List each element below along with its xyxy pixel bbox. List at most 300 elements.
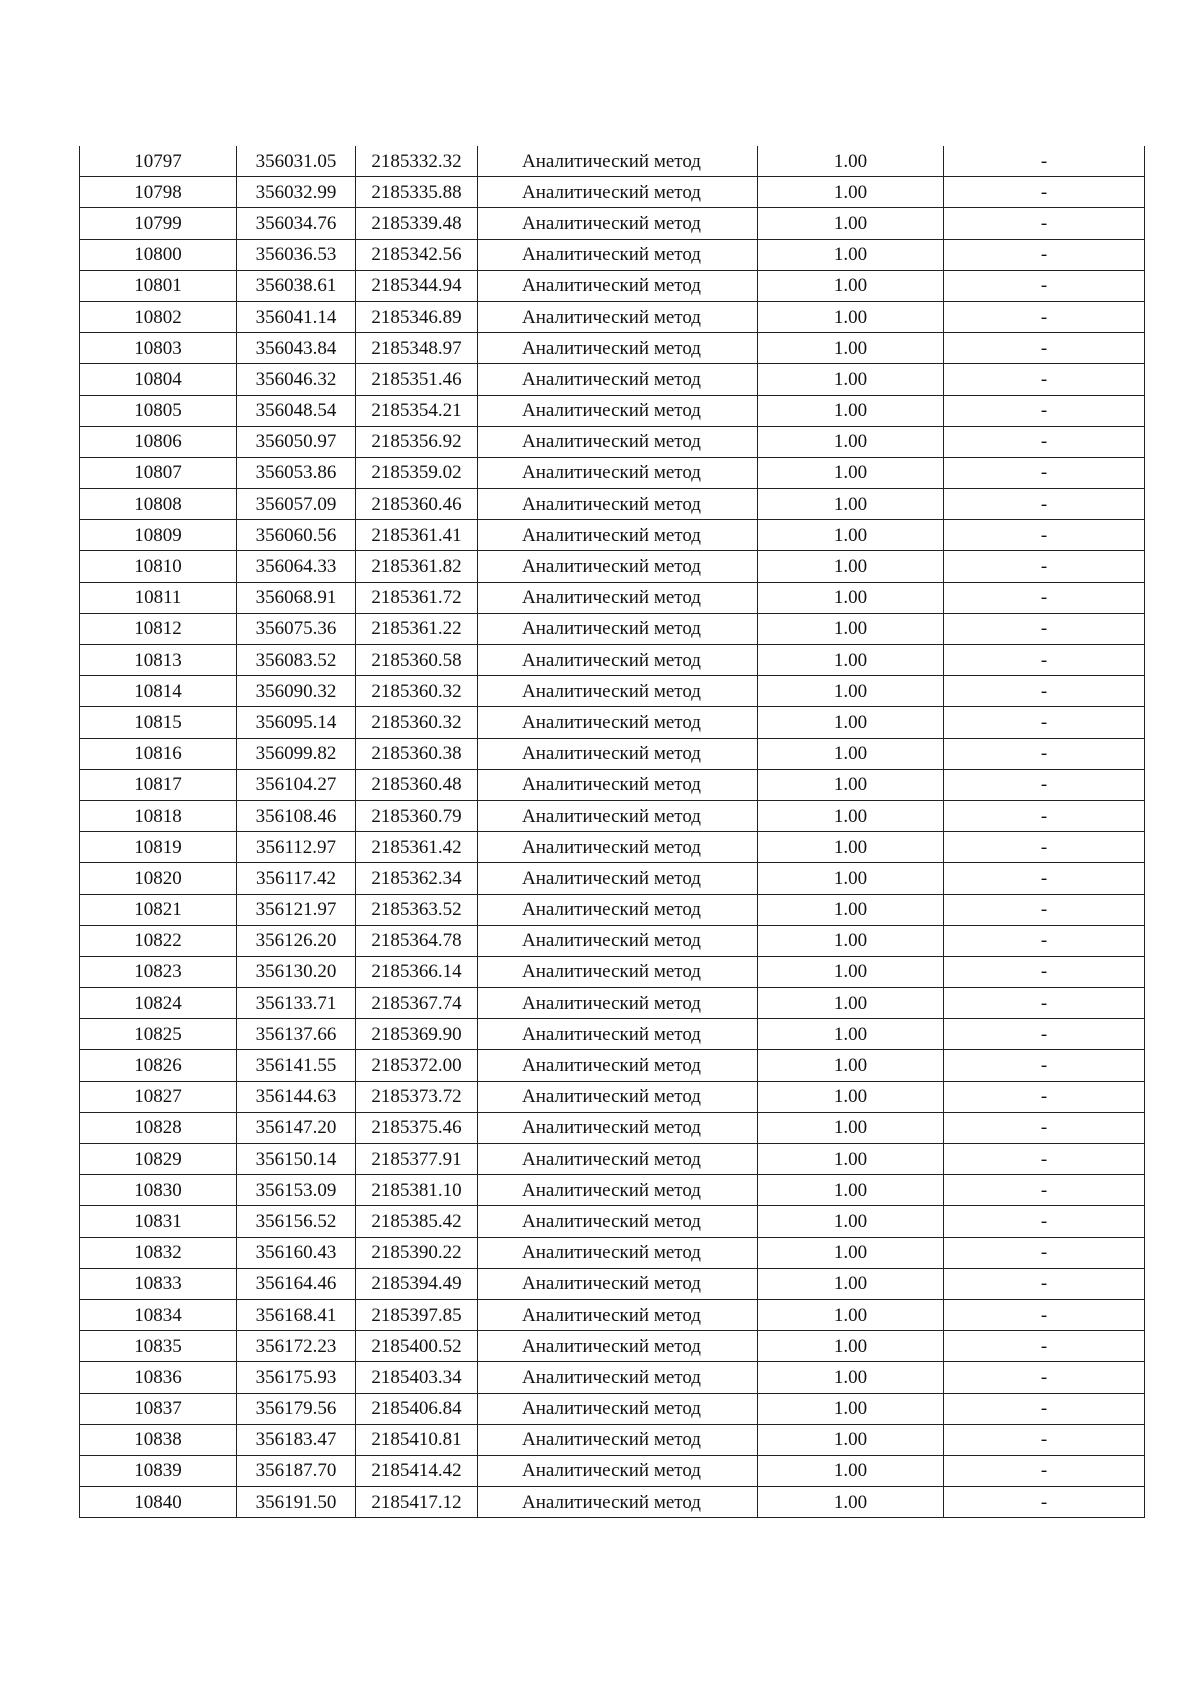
cell-y-coordinate: 2185360.48 [356, 769, 478, 800]
cell-method: Аналитический метод [478, 738, 758, 769]
cell-y-coordinate: 2185410.81 [356, 1424, 478, 1455]
cell-y-coordinate: 2185366.14 [356, 956, 478, 987]
cell-point-number: 10828 [80, 1112, 237, 1143]
table-row [80, 738, 1145, 769]
cell-accuracy: 1.00 [758, 551, 944, 582]
cell-accuracy: 1.00 [758, 832, 944, 863]
cell-y-coordinate: 2185339.48 [356, 208, 478, 239]
cell-point-number: 10814 [80, 676, 237, 707]
cell-x-coordinate: 356068.91 [237, 582, 356, 613]
cell-point-number: 10800 [80, 239, 237, 270]
table-row [80, 489, 1145, 520]
cell-y-coordinate: 2185373.72 [356, 1081, 478, 1112]
cell-x-coordinate: 356064.33 [237, 551, 356, 582]
cell-accuracy: 1.00 [758, 1455, 944, 1486]
cell-point-number: 10816 [80, 738, 237, 769]
table-row [80, 146, 1145, 177]
table-body [80, 146, 1145, 1518]
cell-method: Аналитический метод [478, 301, 758, 332]
table-row [80, 800, 1145, 831]
cell-x-coordinate: 356108.46 [237, 800, 356, 831]
cell-y-coordinate: 2185361.41 [356, 520, 478, 551]
cell-method: Аналитический метод [478, 333, 758, 364]
cell-y-coordinate: 2185361.72 [356, 582, 478, 613]
cell-y-coordinate: 2185369.90 [356, 1019, 478, 1050]
cell-y-coordinate: 2185360.38 [356, 738, 478, 769]
table-row [80, 457, 1145, 488]
cell-x-coordinate: 356053.86 [237, 457, 356, 488]
table-row [80, 551, 1145, 582]
cell-method: Аналитический метод [478, 676, 758, 707]
cell-y-coordinate: 2185360.58 [356, 645, 478, 676]
cell-method: Аналитический метод [478, 239, 758, 270]
cell-method: Аналитический метод [478, 364, 758, 395]
cell-accuracy: 1.00 [758, 676, 944, 707]
cell-method: Аналитический метод [478, 1299, 758, 1330]
cell-y-coordinate: 2185390.22 [356, 1237, 478, 1268]
cell-x-coordinate: 356117.42 [237, 863, 356, 894]
cell-accuracy: 1.00 [758, 1424, 944, 1455]
table-row [80, 1299, 1145, 1330]
cell-method: Аналитический метод [478, 1206, 758, 1237]
table-row [80, 1050, 1145, 1081]
cell-x-coordinate: 356104.27 [237, 769, 356, 800]
cell-point-number: 10826 [80, 1050, 237, 1081]
cell-accuracy: 1.00 [758, 1112, 944, 1143]
cell-x-coordinate: 356164.46 [237, 1268, 356, 1299]
cell-point-number: 10802 [80, 301, 237, 332]
cell-method: Аналитический метод [478, 1331, 758, 1362]
table-row [80, 333, 1145, 364]
cell-description: - [944, 1144, 1145, 1175]
cell-point-number: 10820 [80, 863, 237, 894]
cell-accuracy: 1.00 [758, 1175, 944, 1206]
cell-y-coordinate: 2185346.89 [356, 301, 478, 332]
cell-point-number: 10804 [80, 364, 237, 395]
cell-x-coordinate: 356147.20 [237, 1112, 356, 1143]
cell-description: - [944, 1393, 1145, 1424]
table-row [80, 1487, 1145, 1518]
cell-description: - [944, 208, 1145, 239]
cell-x-coordinate: 356137.66 [237, 1019, 356, 1050]
cell-method: Аналитический метод [478, 1019, 758, 1050]
cell-description: - [944, 769, 1145, 800]
cell-accuracy: 1.00 [758, 520, 944, 551]
cell-x-coordinate: 356060.56 [237, 520, 356, 551]
cell-method: Аналитический метод [478, 707, 758, 738]
cell-description: - [944, 333, 1145, 364]
cell-point-number: 10827 [80, 1081, 237, 1112]
cell-description: - [944, 1081, 1145, 1112]
cell-description: - [944, 1299, 1145, 1330]
cell-description: - [944, 457, 1145, 488]
cell-method: Аналитический метод [478, 1144, 758, 1175]
cell-point-number: 10831 [80, 1206, 237, 1237]
table-row [80, 239, 1145, 270]
cell-method: Аналитический метод [478, 956, 758, 987]
cell-method: Аналитический метод [478, 1455, 758, 1486]
cell-method: Аналитический метод [478, 426, 758, 457]
cell-y-coordinate: 2185361.22 [356, 613, 478, 644]
cell-y-coordinate: 2185377.91 [356, 1144, 478, 1175]
table-row [80, 676, 1145, 707]
cell-accuracy: 1.00 [758, 1050, 944, 1081]
cell-x-coordinate: 356121.97 [237, 894, 356, 925]
cell-method: Аналитический метод [478, 1237, 758, 1268]
cell-method: Аналитический метод [478, 769, 758, 800]
cell-y-coordinate: 2185363.52 [356, 894, 478, 925]
cell-method: Аналитический метод [478, 988, 758, 1019]
cell-method: Аналитический метод [478, 395, 758, 426]
cell-x-coordinate: 356050.97 [237, 426, 356, 457]
cell-point-number: 10837 [80, 1393, 237, 1424]
cell-point-number: 10801 [80, 270, 237, 301]
cell-description: - [944, 1487, 1145, 1518]
cell-description: - [944, 1455, 1145, 1486]
cell-x-coordinate: 356183.47 [237, 1424, 356, 1455]
cell-x-coordinate: 356150.14 [237, 1144, 356, 1175]
cell-description: - [944, 1050, 1145, 1081]
cell-accuracy: 1.00 [758, 738, 944, 769]
cell-point-number: 10833 [80, 1268, 237, 1299]
table-row [80, 1081, 1145, 1112]
cell-method: Аналитический метод [478, 1050, 758, 1081]
cell-x-coordinate: 356041.14 [237, 301, 356, 332]
cell-point-number: 10821 [80, 894, 237, 925]
cell-method: Аналитический метод [478, 1424, 758, 1455]
cell-accuracy: 1.00 [758, 1081, 944, 1112]
cell-description: - [944, 146, 1145, 177]
cell-accuracy: 1.00 [758, 1144, 944, 1175]
cell-x-coordinate: 356048.54 [237, 395, 356, 426]
cell-accuracy: 1.00 [758, 1487, 944, 1518]
cell-accuracy: 1.00 [758, 925, 944, 956]
cell-x-coordinate: 356095.14 [237, 707, 356, 738]
cell-x-coordinate: 356046.32 [237, 364, 356, 395]
cell-point-number: 10809 [80, 520, 237, 551]
cell-point-number: 10823 [80, 956, 237, 987]
cell-x-coordinate: 356099.82 [237, 738, 356, 769]
coordinates-table [79, 146, 1145, 1518]
cell-accuracy: 1.00 [758, 364, 944, 395]
table-row [80, 1019, 1145, 1050]
cell-y-coordinate: 2185361.42 [356, 832, 478, 863]
cell-point-number: 10838 [80, 1424, 237, 1455]
cell-x-coordinate: 356075.36 [237, 613, 356, 644]
cell-y-coordinate: 2185332.32 [356, 146, 478, 177]
cell-point-number: 10812 [80, 613, 237, 644]
cell-description: - [944, 395, 1145, 426]
table-row [80, 1424, 1145, 1455]
cell-x-coordinate: 356133.71 [237, 988, 356, 1019]
cell-accuracy: 1.00 [758, 863, 944, 894]
cell-y-coordinate: 2185406.84 [356, 1393, 478, 1424]
cell-accuracy: 1.00 [758, 613, 944, 644]
cell-point-number: 10830 [80, 1175, 237, 1206]
cell-y-coordinate: 2185372.00 [356, 1050, 478, 1081]
cell-x-coordinate: 356036.53 [237, 239, 356, 270]
cell-method: Аналитический метод [478, 146, 758, 177]
cell-x-coordinate: 356112.97 [237, 832, 356, 863]
cell-y-coordinate: 2185361.82 [356, 551, 478, 582]
cell-method: Аналитический метод [478, 177, 758, 208]
cell-method: Аналитический метод [478, 270, 758, 301]
table-row [80, 1362, 1145, 1393]
cell-point-number: 10815 [80, 707, 237, 738]
table-row [80, 1175, 1145, 1206]
table-row [80, 270, 1145, 301]
cell-description: - [944, 1362, 1145, 1393]
cell-method: Аналитический метод [478, 613, 758, 644]
cell-point-number: 10839 [80, 1455, 237, 1486]
cell-y-coordinate: 2185344.94 [356, 270, 478, 301]
table-row [80, 1331, 1145, 1362]
table-row [80, 925, 1145, 956]
table-row [80, 988, 1145, 1019]
table-row [80, 863, 1145, 894]
cell-method: Аналитический метод [478, 520, 758, 551]
cell-description: - [944, 426, 1145, 457]
table-row [80, 707, 1145, 738]
cell-description: - [944, 1019, 1145, 1050]
cell-y-coordinate: 2185351.46 [356, 364, 478, 395]
cell-description: - [944, 800, 1145, 831]
cell-x-coordinate: 356038.61 [237, 270, 356, 301]
cell-description: - [944, 520, 1145, 551]
cell-point-number: 10797 [80, 146, 237, 177]
cell-point-number: 10811 [80, 582, 237, 613]
cell-method: Аналитический метод [478, 489, 758, 520]
cell-y-coordinate: 2185381.10 [356, 1175, 478, 1206]
cell-accuracy: 1.00 [758, 489, 944, 520]
document-page [79, 146, 1144, 1518]
cell-description: - [944, 676, 1145, 707]
cell-x-coordinate: 356034.76 [237, 208, 356, 239]
cell-description: - [944, 1112, 1145, 1143]
cell-method: Аналитический метод [478, 925, 758, 956]
table-row [80, 301, 1145, 332]
cell-x-coordinate: 356160.43 [237, 1237, 356, 1268]
cell-accuracy: 1.00 [758, 988, 944, 1019]
table-row [80, 832, 1145, 863]
cell-method: Аналитический метод [478, 1175, 758, 1206]
cell-accuracy: 1.00 [758, 582, 944, 613]
cell-accuracy: 1.00 [758, 457, 944, 488]
cell-description: - [944, 1237, 1145, 1268]
cell-accuracy: 1.00 [758, 769, 944, 800]
cell-description: - [944, 270, 1145, 301]
table-row [80, 364, 1145, 395]
cell-accuracy: 1.00 [758, 1237, 944, 1268]
cell-point-number: 10810 [80, 551, 237, 582]
cell-accuracy: 1.00 [758, 956, 944, 987]
cell-x-coordinate: 356031.05 [237, 146, 356, 177]
cell-x-coordinate: 356032.99 [237, 177, 356, 208]
cell-x-coordinate: 356156.52 [237, 1206, 356, 1237]
cell-accuracy: 1.00 [758, 270, 944, 301]
cell-method: Аналитический метод [478, 1487, 758, 1518]
cell-accuracy: 1.00 [758, 301, 944, 332]
cell-description: - [944, 1206, 1145, 1237]
cell-x-coordinate: 356153.09 [237, 1175, 356, 1206]
table-row [80, 1268, 1145, 1299]
table-row [80, 1206, 1145, 1237]
cell-point-number: 10836 [80, 1362, 237, 1393]
cell-y-coordinate: 2185403.34 [356, 1362, 478, 1393]
cell-accuracy: 1.00 [758, 333, 944, 364]
cell-accuracy: 1.00 [758, 395, 944, 426]
cell-method: Аналитический метод [478, 1362, 758, 1393]
cell-y-coordinate: 2185354.21 [356, 395, 478, 426]
table-row [80, 426, 1145, 457]
cell-description: - [944, 1331, 1145, 1362]
cell-y-coordinate: 2185362.34 [356, 863, 478, 894]
cell-y-coordinate: 2185360.32 [356, 676, 478, 707]
cell-description: - [944, 1268, 1145, 1299]
cell-accuracy: 1.00 [758, 707, 944, 738]
cell-point-number: 10834 [80, 1299, 237, 1330]
table-row [80, 894, 1145, 925]
cell-description: - [944, 364, 1145, 395]
cell-x-coordinate: 356172.23 [237, 1331, 356, 1362]
cell-point-number: 10832 [80, 1237, 237, 1268]
cell-x-coordinate: 356057.09 [237, 489, 356, 520]
cell-accuracy: 1.00 [758, 146, 944, 177]
cell-y-coordinate: 2185360.79 [356, 800, 478, 831]
cell-y-coordinate: 2185348.97 [356, 333, 478, 364]
cell-description: - [944, 645, 1145, 676]
cell-y-coordinate: 2185356.92 [356, 426, 478, 457]
cell-point-number: 10819 [80, 832, 237, 863]
table-row [80, 956, 1145, 987]
cell-method: Аналитический метод [478, 1112, 758, 1143]
cell-x-coordinate: 356191.50 [237, 1487, 356, 1518]
cell-accuracy: 1.00 [758, 426, 944, 457]
cell-description: - [944, 832, 1145, 863]
cell-description: - [944, 738, 1145, 769]
cell-point-number: 10808 [80, 489, 237, 520]
cell-accuracy: 1.00 [758, 894, 944, 925]
cell-y-coordinate: 2185367.74 [356, 988, 478, 1019]
cell-point-number: 10825 [80, 1019, 237, 1050]
cell-y-coordinate: 2185397.85 [356, 1299, 478, 1330]
cell-x-coordinate: 356175.93 [237, 1362, 356, 1393]
cell-point-number: 10798 [80, 177, 237, 208]
cell-point-number: 10829 [80, 1144, 237, 1175]
table-row [80, 1237, 1145, 1268]
cell-x-coordinate: 356130.20 [237, 956, 356, 987]
cell-point-number: 10818 [80, 800, 237, 831]
table-row [80, 1112, 1145, 1143]
cell-description: - [944, 1175, 1145, 1206]
cell-description: - [944, 894, 1145, 925]
cell-description: - [944, 988, 1145, 1019]
table-row [80, 177, 1145, 208]
cell-description: - [944, 551, 1145, 582]
cell-accuracy: 1.00 [758, 208, 944, 239]
cell-accuracy: 1.00 [758, 800, 944, 831]
cell-point-number: 10840 [80, 1487, 237, 1518]
cell-description: - [944, 925, 1145, 956]
cell-method: Аналитический метод [478, 863, 758, 894]
cell-point-number: 10807 [80, 457, 237, 488]
cell-method: Аналитический метод [478, 551, 758, 582]
cell-method: Аналитический метод [478, 1081, 758, 1112]
cell-description: - [944, 956, 1145, 987]
cell-description: - [944, 239, 1145, 270]
cell-point-number: 10835 [80, 1331, 237, 1362]
cell-accuracy: 1.00 [758, 1299, 944, 1330]
cell-y-coordinate: 2185417.12 [356, 1487, 478, 1518]
cell-accuracy: 1.00 [758, 1331, 944, 1362]
cell-y-coordinate: 2185360.32 [356, 707, 478, 738]
cell-accuracy: 1.00 [758, 1268, 944, 1299]
cell-accuracy: 1.00 [758, 239, 944, 270]
cell-method: Аналитический метод [478, 894, 758, 925]
cell-point-number: 10799 [80, 208, 237, 239]
cell-y-coordinate: 2185375.46 [356, 1112, 478, 1143]
cell-y-coordinate: 2185414.42 [356, 1455, 478, 1486]
cell-accuracy: 1.00 [758, 1393, 944, 1424]
cell-point-number: 10806 [80, 426, 237, 457]
cell-x-coordinate: 356126.20 [237, 925, 356, 956]
cell-point-number: 10813 [80, 645, 237, 676]
cell-y-coordinate: 2185364.78 [356, 925, 478, 956]
cell-description: - [944, 582, 1145, 613]
cell-x-coordinate: 356141.55 [237, 1050, 356, 1081]
cell-description: - [944, 707, 1145, 738]
cell-description: - [944, 489, 1145, 520]
cell-x-coordinate: 356043.84 [237, 333, 356, 364]
cell-x-coordinate: 356144.63 [237, 1081, 356, 1112]
cell-x-coordinate: 356179.56 [237, 1393, 356, 1424]
cell-x-coordinate: 356187.70 [237, 1455, 356, 1486]
table-row [80, 1393, 1145, 1424]
cell-y-coordinate: 2185342.56 [356, 239, 478, 270]
cell-method: Аналитический метод [478, 1268, 758, 1299]
table-row [80, 582, 1145, 613]
cell-method: Аналитический метод [478, 800, 758, 831]
cell-x-coordinate: 356083.52 [237, 645, 356, 676]
cell-point-number: 10824 [80, 988, 237, 1019]
cell-y-coordinate: 2185394.49 [356, 1268, 478, 1299]
table-row [80, 208, 1145, 239]
cell-point-number: 10822 [80, 925, 237, 956]
cell-accuracy: 1.00 [758, 1362, 944, 1393]
cell-description: - [944, 301, 1145, 332]
cell-x-coordinate: 356168.41 [237, 1299, 356, 1330]
table-row [80, 395, 1145, 426]
table-row [80, 769, 1145, 800]
cell-description: - [944, 613, 1145, 644]
table-row [80, 1144, 1145, 1175]
cell-point-number: 10805 [80, 395, 237, 426]
cell-y-coordinate: 2185400.52 [356, 1331, 478, 1362]
cell-y-coordinate: 2185359.02 [356, 457, 478, 488]
cell-method: Аналитический метод [478, 582, 758, 613]
cell-y-coordinate: 2185335.88 [356, 177, 478, 208]
cell-x-coordinate: 356090.32 [237, 676, 356, 707]
cell-y-coordinate: 2185360.46 [356, 489, 478, 520]
cell-method: Аналитический метод [478, 832, 758, 863]
table-row [80, 645, 1145, 676]
table-row [80, 613, 1145, 644]
cell-accuracy: 1.00 [758, 177, 944, 208]
cell-method: Аналитический метод [478, 645, 758, 676]
cell-accuracy: 1.00 [758, 1206, 944, 1237]
table-row [80, 520, 1145, 551]
cell-description: - [944, 1424, 1145, 1455]
